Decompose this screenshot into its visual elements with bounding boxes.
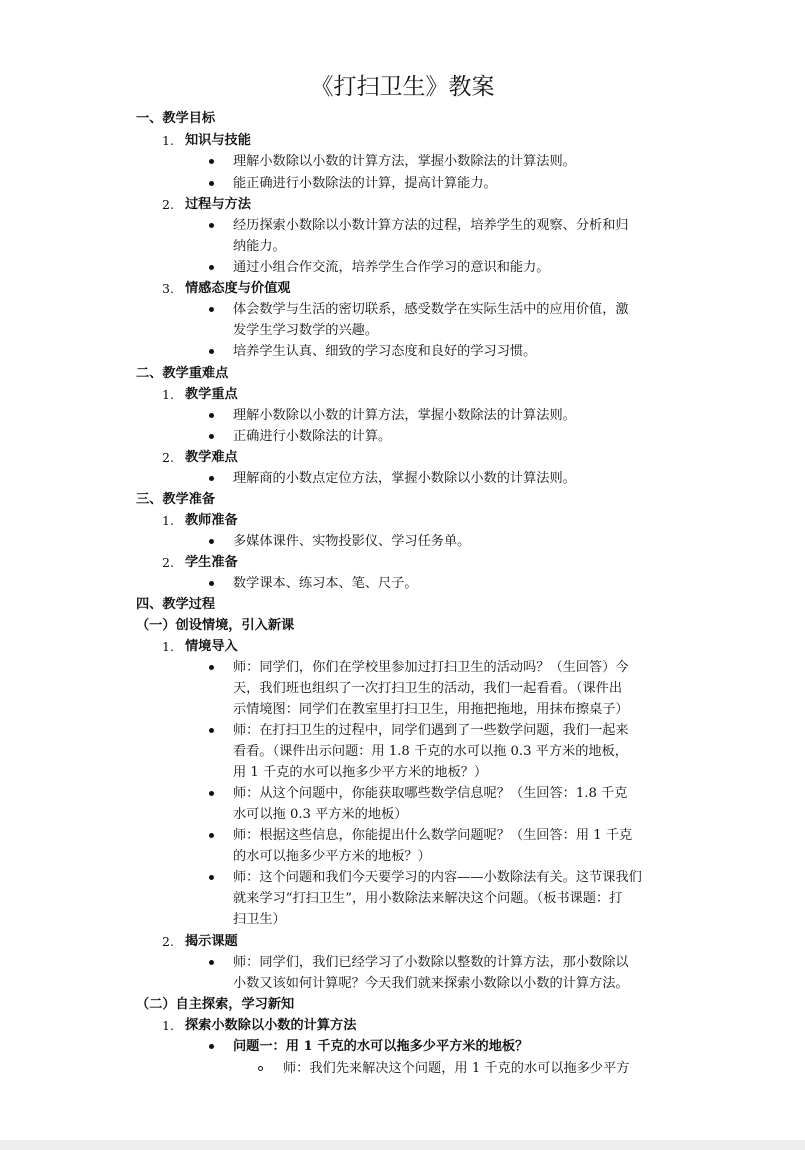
bullet-icon bbox=[209, 875, 214, 880]
list-number: 2. bbox=[162, 450, 174, 465]
list-number: 1. bbox=[162, 387, 174, 402]
list-item-continuation: 水可以拖 0.3 平方米的地板） bbox=[233, 807, 408, 822]
list-item: 通过小组合作交流，培养学生合作学习的意识和能力。 bbox=[233, 260, 550, 275]
section-heading: 三、教学准备 bbox=[136, 492, 216, 507]
bullet-icon bbox=[209, 181, 214, 186]
list-item: 理解小数除以小数的计算方法，掌握小数除法的计算法则。 bbox=[233, 408, 576, 423]
list-item-continuation: 示情境图：同学们在教室里打扫卫生，用拖把拖地，用抹布擦桌子） bbox=[233, 702, 629, 717]
bullet-icon bbox=[209, 665, 214, 670]
section-heading: 二、教学重难点 bbox=[136, 366, 229, 381]
list-number: 1. bbox=[162, 1018, 174, 1033]
subsection-heading: 教师准备 bbox=[185, 513, 238, 528]
part-heading: （一）创设情境，引入新课 bbox=[136, 618, 295, 633]
subsection-heading: 过程与方法 bbox=[185, 197, 251, 212]
list-item: 经历探索小数除以小数计算方法的过程，培养学生的观察、分析和归 bbox=[233, 218, 629, 233]
bullet-icon bbox=[209, 265, 214, 270]
bullet-icon bbox=[209, 223, 214, 228]
list-number: 2. bbox=[162, 197, 174, 212]
bullet-icon bbox=[209, 791, 214, 796]
list-number: 1. bbox=[162, 513, 174, 528]
list-item: 能正确进行小数除法的计算，提高计算能力。 bbox=[233, 176, 497, 191]
list-item-continuation: 天，我们班也组织了一次打扫卫生的活动，我们一起看看。（课件出 bbox=[233, 681, 623, 696]
list-number: 3. bbox=[162, 281, 174, 296]
list-item: 师：在打扫卫生的过程中，同学们遇到了一些数学问题，我们一起来 bbox=[233, 723, 629, 738]
subsection-heading: 情境导入 bbox=[185, 639, 238, 654]
subsection-heading: 学生准备 bbox=[185, 555, 238, 570]
list-item: 理解小数除以小数的计算方法，掌握小数除法的计算法则。 bbox=[233, 154, 576, 169]
list-item: 体会数学与生活的密切联系，感受数学在实际生活中的应用价值，激 bbox=[233, 302, 629, 317]
list-item: 师：这个问题和我们今天要学习的内容——小数除法有关。这节课我们 bbox=[233, 870, 642, 885]
bullet-icon bbox=[209, 476, 214, 481]
list-item-continuation: 就来学习“打扫卫生”，用小数除法来解决这个问题。（板书课题：打 bbox=[233, 891, 623, 906]
part-heading: （二）自主探索，学习新知 bbox=[136, 997, 295, 1012]
bullet-icon bbox=[209, 833, 214, 838]
list-item: 师：根据这些信息，你能提出什么数学问题呢？（生回答：用 1 千克 bbox=[233, 828, 633, 843]
list-item-continuation: 的水可以拖多少平方米的地板？） bbox=[233, 849, 431, 864]
bullet-icon bbox=[209, 349, 214, 354]
section-heading: 四、教学过程 bbox=[136, 597, 216, 612]
subsection-heading: 情感态度与价值观 bbox=[185, 281, 291, 296]
bullet-icon bbox=[209, 728, 214, 733]
bullet-icon bbox=[209, 539, 214, 544]
list-number: 2. bbox=[162, 555, 174, 570]
question-heading: 问题一：用 1 千克的水可以拖多少平方米的地板？ bbox=[233, 1039, 529, 1054]
bullet-icon bbox=[209, 1044, 214, 1049]
list-item: 师：同学们，我们已经学习了小数除以整数的计算方法，那小数除以 bbox=[233, 955, 629, 970]
bullet-icon bbox=[209, 581, 214, 586]
subsection-heading: 教学重点 bbox=[185, 387, 238, 402]
list-item: 培养学生认真、细致的学习态度和良好的学习习惯。 bbox=[233, 344, 537, 359]
list-item: 数学课本、练习本、笔、尺子。 bbox=[233, 576, 418, 591]
subsection-heading: 揭示课题 bbox=[185, 934, 238, 949]
list-item-continuation: 用 1 千克的水可以拖多少平方米的地板？） bbox=[233, 765, 488, 780]
bullet-icon bbox=[209, 960, 214, 965]
circle-bullet-icon bbox=[258, 1066, 263, 1071]
list-item: 多媒体课件、实物投影仪、学习任务单。 bbox=[233, 534, 471, 549]
section-heading: 一、教学目标 bbox=[136, 111, 216, 126]
subsection-heading: 教学难点 bbox=[185, 450, 238, 465]
subsection-heading: 知识与技能 bbox=[185, 133, 251, 148]
bullet-icon bbox=[209, 159, 214, 164]
list-item-continuation: 扫卫生） bbox=[233, 912, 286, 927]
bullet-icon bbox=[209, 434, 214, 439]
list-item: 师：我们先来解决这个问题，用 1 千克的水可以拖多少平方 bbox=[283, 1061, 630, 1076]
page-title: 《打扫卫生》教案 bbox=[310, 74, 495, 100]
bullet-icon bbox=[209, 413, 214, 418]
list-item: 正确进行小数除法的计算。 bbox=[233, 429, 392, 444]
list-number: 1. bbox=[162, 133, 174, 148]
list-number: 2. bbox=[162, 934, 174, 949]
list-number: 1. bbox=[162, 639, 174, 654]
list-item-continuation: 看看。（课件出示问题：用 1.8 千克的水可以拖 0.3 平方米的地板， bbox=[233, 744, 628, 759]
list-item: 师：同学们，你们在学校里参加过打扫卫生的活动吗？（生回答）今 bbox=[233, 660, 629, 675]
list-item-continuation: 发学生学习数学的兴趣。 bbox=[233, 323, 379, 338]
bullet-icon bbox=[209, 307, 214, 312]
list-item: 理解商的小数点定位方法，掌握小数除以小数的计算法则。 bbox=[233, 471, 576, 486]
list-item-continuation: 纳能力。 bbox=[233, 239, 286, 254]
list-item: 师：从这个问题中，你能获取哪些数学信息呢？（生回答：1.8 千克 bbox=[233, 786, 628, 801]
subsection-heading: 探索小数除以小数的计算方法 bbox=[185, 1018, 357, 1033]
list-item-continuation: 小数又该如何计算呢？今天我们就来探索小数除以小数的计算方法。 bbox=[233, 976, 629, 991]
